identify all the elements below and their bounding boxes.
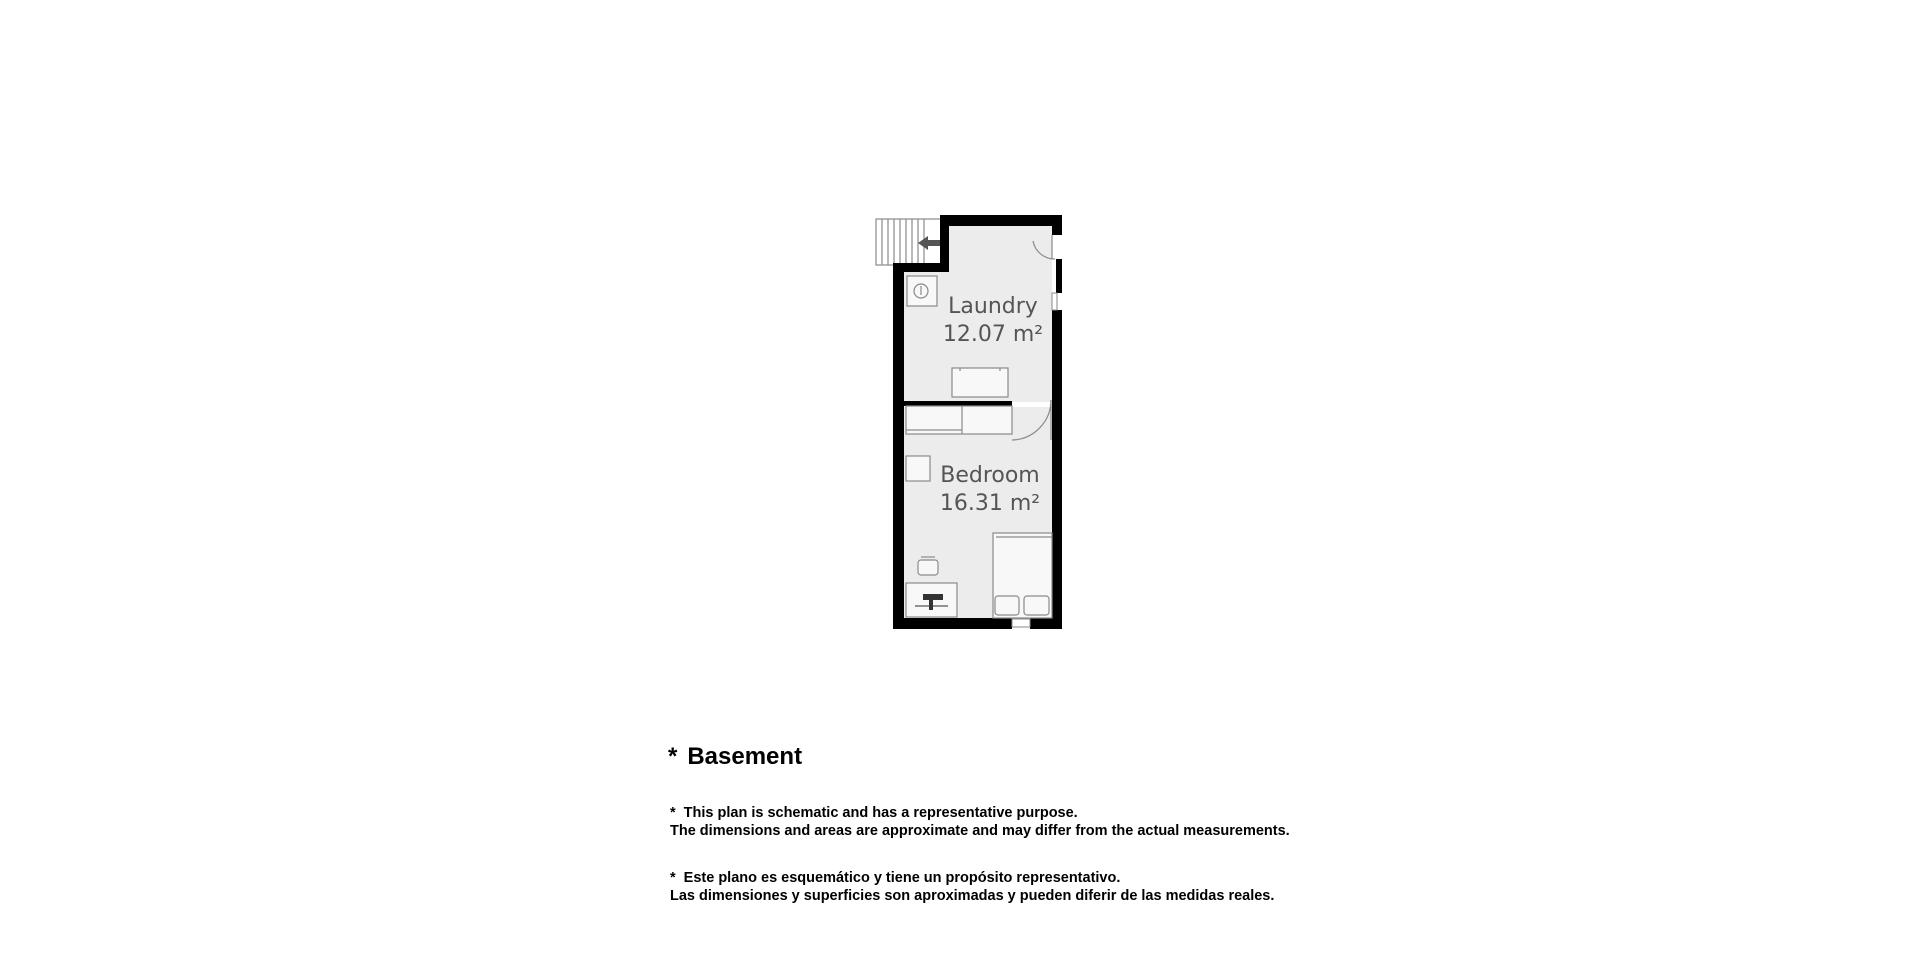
disclaimer-spanish-marker: * <box>670 870 676 886</box>
disclaimer-english-marker: * <box>670 805 676 821</box>
laundry-name: Laundry <box>948 294 1038 319</box>
bedroom-name: Bedroom <box>940 463 1040 488</box>
wall-stair-upper <box>940 215 949 263</box>
washing-machine-icon <box>907 276 937 306</box>
laundry-area: 12.07 m² <box>942 322 1044 347</box>
wall-right-mid <box>1056 259 1062 293</box>
disclaimer-english <box>670 804 1290 840</box>
bedroom-area: 16.31 m² <box>939 491 1041 516</box>
disclaimer-spanish-line2: Las dimensiones y superficies son aproximadas y pueden diferir de las medidas reales. <box>670 888 1275 904</box>
window-right <box>1052 293 1057 310</box>
wall-partition <box>904 401 1012 406</box>
wall-right-top <box>1052 215 1062 235</box>
chair-icon <box>918 557 938 575</box>
floor-title <box>668 743 802 771</box>
wall-bottom-left <box>893 618 1012 629</box>
floor-title-marker: * <box>668 743 678 770</box>
wall-top <box>940 215 1062 226</box>
wardrobe-icon <box>906 406 1012 434</box>
window-bottom <box>1012 619 1030 627</box>
disclaimer-english-line1 <box>670 804 1290 822</box>
bed-icon <box>993 533 1052 618</box>
disclaimer-spanish <box>670 869 1274 905</box>
disclaimer-spanish-text1: Este plano es esquemático y tiene un propósito representativo. <box>683 870 1121 886</box>
shelf-icon <box>906 456 930 481</box>
disclaimer-english-line2: The dimensions and areas are approximate and may differ from the actual measurements. <box>670 823 1290 839</box>
wall-right-low <box>1052 310 1062 629</box>
desk-icon <box>906 583 957 617</box>
disclaimer-english-text1: This plan is schematic and has a representative purpose. <box>683 805 1078 821</box>
disclaimer-spanish-line1 <box>670 869 1274 887</box>
wall-left <box>893 263 904 629</box>
cabinet-icon <box>952 368 1008 397</box>
floor-name: Basement <box>687 743 803 770</box>
